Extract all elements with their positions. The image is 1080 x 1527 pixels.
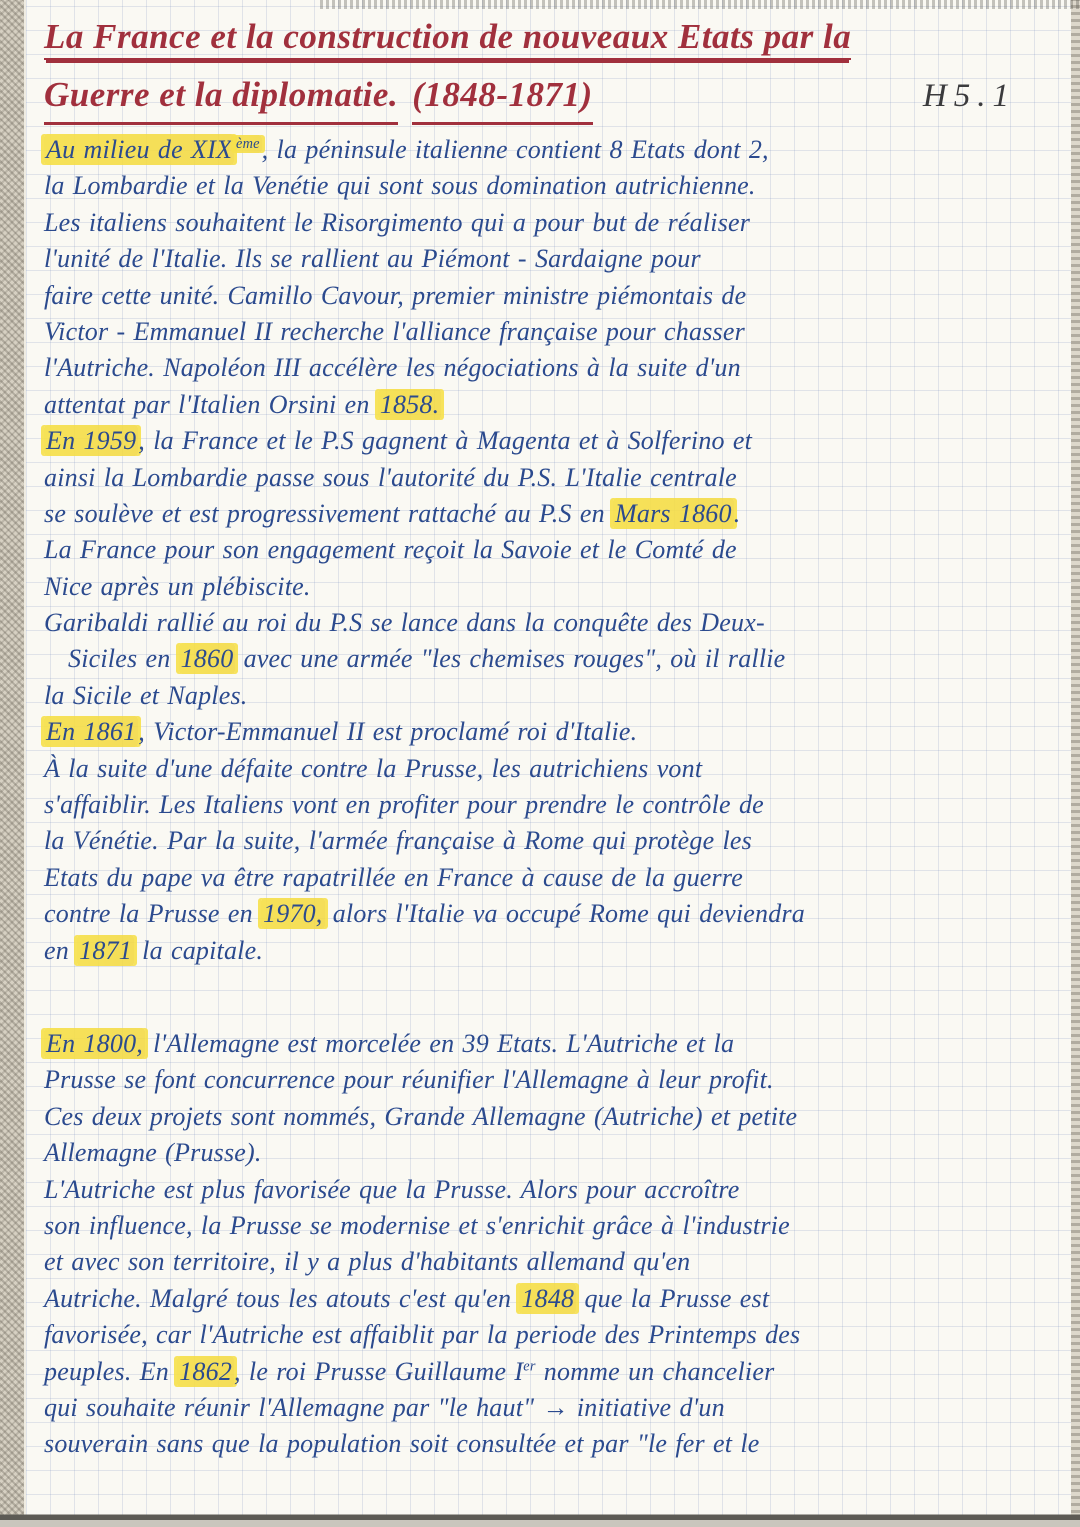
- text-run: l'unité de l'Italie. Ils se rallient au Piémont - Sardaigne pour: [44, 244, 701, 274]
- text-run: , Victor-Emmanuel II est proclamé roi d'Italie.: [138, 717, 638, 747]
- page-right-edge: [1071, 0, 1080, 1527]
- text-run: la Lombardie et la Venétie qui sont sous domination autrichienne.: [44, 171, 756, 201]
- text-run: alors l'Italie va occupé Rome qui deviendra: [324, 899, 805, 929]
- text-run: Ces deux projets sont nommés, Grande Allemagne (Autriche) et petite: [44, 1101, 798, 1131]
- handwritten-line: [44, 787, 1062, 823]
- handwritten-line: [44, 1062, 1062, 1098]
- text-run: l'Autriche. Napoléon III accélère les négociations à la suite d'un: [44, 353, 741, 383]
- text-run: .: [733, 498, 741, 528]
- text-run: , la France et le P.S gagnent à Magenta et à Solferino et: [138, 426, 753, 456]
- highlight-mark: 1862: [179, 1356, 233, 1386]
- text-run: et avec son territoire, il y a plus d'habitants allemand qu'en: [44, 1247, 691, 1277]
- text-run: la capitale.: [133, 935, 264, 965]
- text-run: Allemagne (Prusse).: [44, 1138, 262, 1168]
- handwritten-line: [44, 423, 1062, 459]
- handwritten-line: [44, 1135, 1062, 1171]
- title-text-1: La France et la construction de nouveaux Etats par la: [44, 17, 851, 60]
- text-run: la Vénétie. Par la suite, l'armée française à Rome qui protège les: [44, 826, 752, 856]
- handwritten-line: [44, 641, 1062, 677]
- handwritten-line: [44, 933, 1062, 969]
- highlight-mark: En 1800,: [46, 1028, 143, 1058]
- highlight-mark: 1858.: [379, 389, 440, 419]
- title-line-2: [44, 70, 1062, 128]
- handwritten-line: [44, 678, 1062, 714]
- handwritten-line: [44, 387, 1062, 423]
- text-run: Garibaldi rallié au roi du P.S se lance dans la conquête des Deux-: [44, 608, 765, 638]
- text-run: Etats du pape va être rapatrillée en France à cause de la guerre: [44, 862, 743, 892]
- handwritten-line: [44, 1172, 1062, 1208]
- handwritten-line: [44, 751, 1062, 787]
- highlight-mark: 1848: [521, 1283, 575, 1313]
- page-left-torn-edge: [0, 0, 26, 1527]
- text-run: À la suite d'une défaite contre la Prusse, les autrichiens vont: [44, 753, 703, 783]
- text-run: Autriche. Malgré tous les atouts c'est qu'en: [44, 1283, 520, 1313]
- text-run: ainsi la Lombardie passe sous l'autorité du P.S. L'Italie centrale: [44, 462, 737, 492]
- text-run: contre la Prusse en: [44, 899, 261, 929]
- handwritten-line: [44, 896, 1062, 932]
- highlight-mark: ème: [236, 136, 260, 153]
- handwritten-line: [44, 605, 1062, 641]
- text-run: la Sicile et Naples.: [44, 680, 248, 710]
- handwritten-line: [44, 1099, 1062, 1135]
- title-date-range: (1848-1871): [412, 70, 592, 125]
- chapter-reference: H5.1: [922, 78, 1016, 114]
- page-bottom-edge: [0, 1509, 1080, 1527]
- highlight-mark: 1860: [180, 644, 234, 674]
- document-title: [44, 12, 1062, 128]
- handwritten-line: [44, 460, 1062, 496]
- highlight-mark: 1871: [79, 935, 132, 965]
- text-run: Victor - Emmanuel II recherche l'alliance française pour chasser: [44, 316, 745, 346]
- handwritten-line: [44, 1317, 1062, 1353]
- text-run: se soulève et est progressivement rattaché au P.S en: [44, 498, 614, 528]
- handwritten-line: [44, 823, 1062, 859]
- handwritten-line: [44, 1390, 1062, 1426]
- text-run: Les italiens souhaitent le Risorgimento qui a pour but de réaliser: [44, 207, 751, 237]
- highlight-mark: Au milieu de XIX: [46, 135, 233, 164]
- paragraph-german-unification: [44, 1026, 1062, 1463]
- handwritten-line: [44, 1426, 1062, 1462]
- handwritten-line: [44, 1354, 1062, 1390]
- text-run: faire cette unité. Camillo Cavour, premier ministre piémontais de: [44, 280, 747, 310]
- handwritten-line: [44, 714, 1062, 750]
- text-run: La France pour son engagement reçoit la Savoie et le Comté de: [44, 535, 737, 565]
- highlight-mark: En 1861: [46, 717, 137, 747]
- text-run: Siciles en: [68, 644, 179, 674]
- handwritten-line: [44, 278, 1062, 314]
- text-run: en: [44, 935, 78, 965]
- highlight-mark: Mars 1860: [615, 498, 732, 528]
- text-run: souverain sans que la population soit consultée et par "le fer et le: [44, 1429, 760, 1459]
- text-run: Nice après un plébiscite.: [44, 571, 311, 601]
- text-run: qui souhaite réunir l'Allemagne par "le haut" → initiative d'un: [44, 1392, 725, 1422]
- text-run: l'Allemagne est morcelée en 39 Etats. L'Autriche et la: [144, 1028, 735, 1058]
- handwritten-line: [44, 1281, 1062, 1317]
- text-run: que la Prusse est: [576, 1283, 770, 1313]
- title-text-2: Guerre et la diplomatie.: [44, 70, 398, 125]
- text-run: son influence, la Prusse se modernise et s'enrichit grâce à l'industrie: [44, 1210, 790, 1240]
- paragraph-gap: [44, 969, 1062, 1026]
- handwritten-line: [44, 132, 1062, 168]
- handwritten-line: [44, 569, 1062, 605]
- text-run: peuples. En: [44, 1356, 178, 1386]
- handwritten-line: [44, 532, 1062, 568]
- highlight-mark: 1970,: [263, 899, 323, 929]
- handwritten-line: [44, 241, 1062, 277]
- handwritten-line: [44, 350, 1062, 386]
- handwritten-line: [44, 496, 1062, 532]
- handwritten-line: [44, 1026, 1062, 1062]
- text-run: er: [523, 1357, 536, 1374]
- handwritten-line: [44, 314, 1062, 350]
- text-run: nomme un chancelier: [535, 1356, 775, 1386]
- text-run: favorisée, car l'Autriche est affaiblit par la periode des Printemps des: [44, 1320, 801, 1350]
- title-line-1: [44, 12, 1062, 70]
- text-run: , la péninsule italienne contient 8 Etats dont 2,: [261, 135, 769, 164]
- text-run: , le roi Prusse Guillaume I: [234, 1356, 524, 1386]
- handwritten-line: [44, 860, 1062, 896]
- text-run: L'Autriche est plus favorisée que la Prusse. Alors pour accroître: [44, 1174, 740, 1204]
- handwritten-line: [44, 205, 1062, 241]
- text-run: s'affaiblir. Les Italiens vont en profiter pour prendre le contrôle de: [44, 790, 764, 820]
- page-top-edge: [320, 0, 1080, 9]
- highlight-mark: En 1959: [46, 426, 137, 456]
- handwritten-line: [44, 168, 1062, 204]
- handwritten-line: [44, 1208, 1062, 1244]
- text-run: Prusse se font concurrence pour réunifier l'Allemagne à leur profit.: [44, 1065, 774, 1095]
- text-run: avec une armée "les chemises rouges", où il rallie: [235, 644, 786, 674]
- handwritten-line: [44, 1244, 1062, 1280]
- paragraph-italian-unification: [44, 132, 1062, 969]
- text-run: attentat par l'Italien Orsini en: [44, 389, 378, 419]
